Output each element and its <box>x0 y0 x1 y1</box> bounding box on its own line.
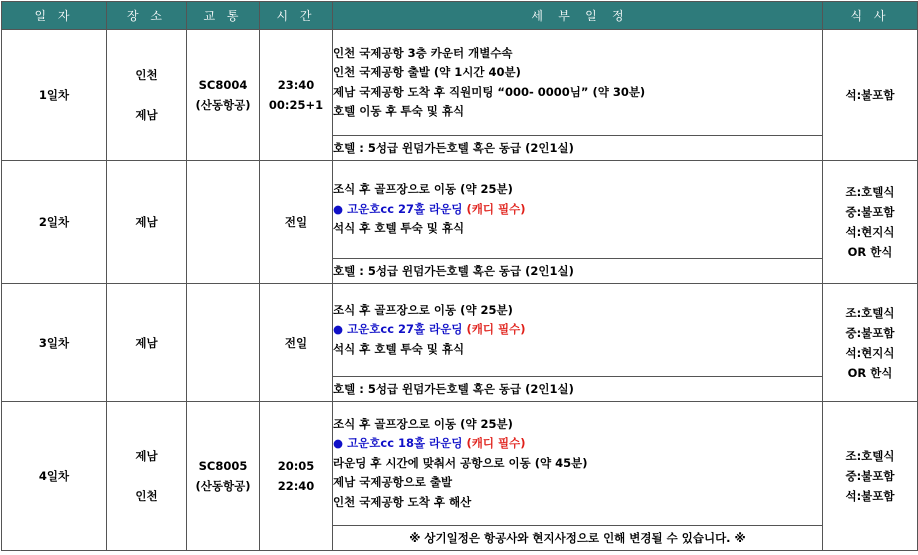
header-meals: 식 사 <box>823 2 918 30</box>
bullet-icon: ● <box>333 201 344 216</box>
schedule-line: 조식 후 골프장으로 이동 (약 25분) <box>333 302 513 317</box>
golf-line <box>333 434 822 454</box>
transport-cell <box>187 30 260 161</box>
schedule-line: 인천 국제공항 3층 카운터 개별수속 <box>333 45 513 60</box>
schedule-line: 호텔 이동 후 투숙 및 휴식 <box>333 104 465 118</box>
place-cell <box>107 30 187 161</box>
place-text: 제남 <box>135 215 158 229</box>
place-cell <box>107 402 187 551</box>
golf-round: 고운호cc 27홀 라운딩 <box>347 201 463 216</box>
meal-text: 중:불포함 <box>845 469 895 483</box>
schedule-line: 석식 후 호텔 투숙 및 휴식 <box>333 221 465 236</box>
meals-cell <box>823 284 918 402</box>
schedule-change-note: ※ 상기일정은 항공사와 현지사정으로 인해 변경될 수 있습니다. ※ <box>333 526 823 551</box>
airline: (산동항공) <box>195 98 251 112</box>
schedule-line: 제남 국제공항으로 출발 <box>333 475 453 490</box>
schedule-line: 인천 국제공항 출발 (약 1시간 40분) <box>333 65 521 79</box>
place-text: 인천 <box>135 489 158 503</box>
table-row <box>2 284 918 377</box>
table-row <box>2 161 918 259</box>
header-place: 장 소 <box>107 2 187 30</box>
header-schedule: 세 부 일 정 <box>333 2 823 30</box>
caddie-required: (캐디 필수) <box>466 436 526 451</box>
golf-line <box>333 320 822 340</box>
header-time: 시 간 <box>260 2 333 30</box>
golf-round: 고운호cc 27홀 라운딩 <box>347 322 463 337</box>
golf-round: 고운호cc 18홀 라운딩 <box>347 436 463 451</box>
airline: (산동항공) <box>195 479 251 493</box>
time-text: 전일 <box>284 215 308 229</box>
schedule-cell <box>333 30 823 136</box>
time-cell <box>260 284 333 402</box>
schedule-line: 제남 국제공항 도착 후 직원미팅 “000- 0000님” (약 30분) <box>333 84 646 99</box>
transport-cell <box>187 402 260 551</box>
meal-text: 중:불포함 <box>845 325 895 340</box>
meal-text: 조:호텔식 <box>845 305 895 320</box>
flight-number: SC8004 <box>198 78 248 92</box>
place-cell <box>107 284 187 402</box>
place-text: 제남 <box>135 108 158 122</box>
table-row <box>2 402 918 526</box>
hotel-info: 호텔 : 5성급 윈덤가든호텔 혹은 동급 (2인1실) <box>333 377 823 402</box>
meal-text: 조:호텔식 <box>845 449 895 463</box>
hotel-info: 호텔 : 5성급 윈덤가든호텔 혹은 동급 (2인1실) <box>333 259 823 284</box>
hotel-info: 호텔 : 5성급 윈덤가든호텔 혹은 동급 (2인1실) <box>333 136 823 161</box>
meals-cell <box>823 30 918 161</box>
schedule-line: 인천 국제공항 도착 후 해산 <box>333 494 472 509</box>
time-cell <box>260 30 333 161</box>
header-date: 일 자 <box>2 2 107 30</box>
place-text: 제남 <box>135 449 158 463</box>
day-cell: 3일차 <box>2 284 107 402</box>
time-text: 22:40 <box>277 479 315 493</box>
transport-cell <box>187 284 260 402</box>
meals-cell <box>823 402 918 551</box>
meal-text: OR 한식 <box>847 245 893 259</box>
meal-text: 중:불포함 <box>845 205 895 219</box>
golf-line <box>333 200 822 220</box>
table-row <box>2 30 918 136</box>
meal-text: 석:불포함 <box>845 88 895 102</box>
header-row <box>2 2 918 30</box>
caddie-required: (캐디 필수) <box>466 201 526 216</box>
time-cell <box>260 161 333 284</box>
bullet-icon: ● <box>333 322 344 337</box>
meal-text: 조:호텔식 <box>845 185 895 199</box>
time-text: 20:05 <box>277 459 315 473</box>
schedule-line: 조식 후 골프장으로 이동 (약 25분) <box>333 416 513 431</box>
schedule-cell <box>333 161 823 259</box>
schedule-line: 석식 후 호텔 투숙 및 휴식 <box>333 341 465 356</box>
meal-text: 석:현지식 <box>845 345 895 360</box>
meals-cell <box>823 161 918 284</box>
place-text: 제남 <box>135 335 158 350</box>
transport-cell <box>187 161 260 284</box>
day-cell: 4일차 <box>2 402 107 551</box>
time-text: 00:25+1 <box>268 98 324 112</box>
flight-number: SC8005 <box>198 459 248 473</box>
schedule-line: 조식 후 골프장으로 이동 (약 25분) <box>333 182 513 197</box>
meal-text: OR 한식 <box>847 365 893 380</box>
time-text: 23:40 <box>277 78 315 92</box>
bullet-icon: ● <box>333 436 344 451</box>
time-cell <box>260 402 333 551</box>
meal-text: 석:현지식 <box>845 225 895 239</box>
meal-text: 석:불포함 <box>845 489 895 503</box>
caddie-required: (캐디 필수) <box>466 322 526 337</box>
place-cell <box>107 161 187 284</box>
time-text: 전일 <box>284 335 308 350</box>
schedule-cell <box>333 284 823 377</box>
header-transport: 교 통 <box>187 2 260 30</box>
day-cell: 2일차 <box>2 161 107 284</box>
schedule-line: 라운딩 후 시간에 맞춰서 공항으로 이동 (약 45분) <box>333 455 588 470</box>
place-text: 인천 <box>135 68 158 82</box>
itinerary-table <box>1 1 918 551</box>
schedule-cell <box>333 402 823 526</box>
day-cell: 1일차 <box>2 30 107 161</box>
